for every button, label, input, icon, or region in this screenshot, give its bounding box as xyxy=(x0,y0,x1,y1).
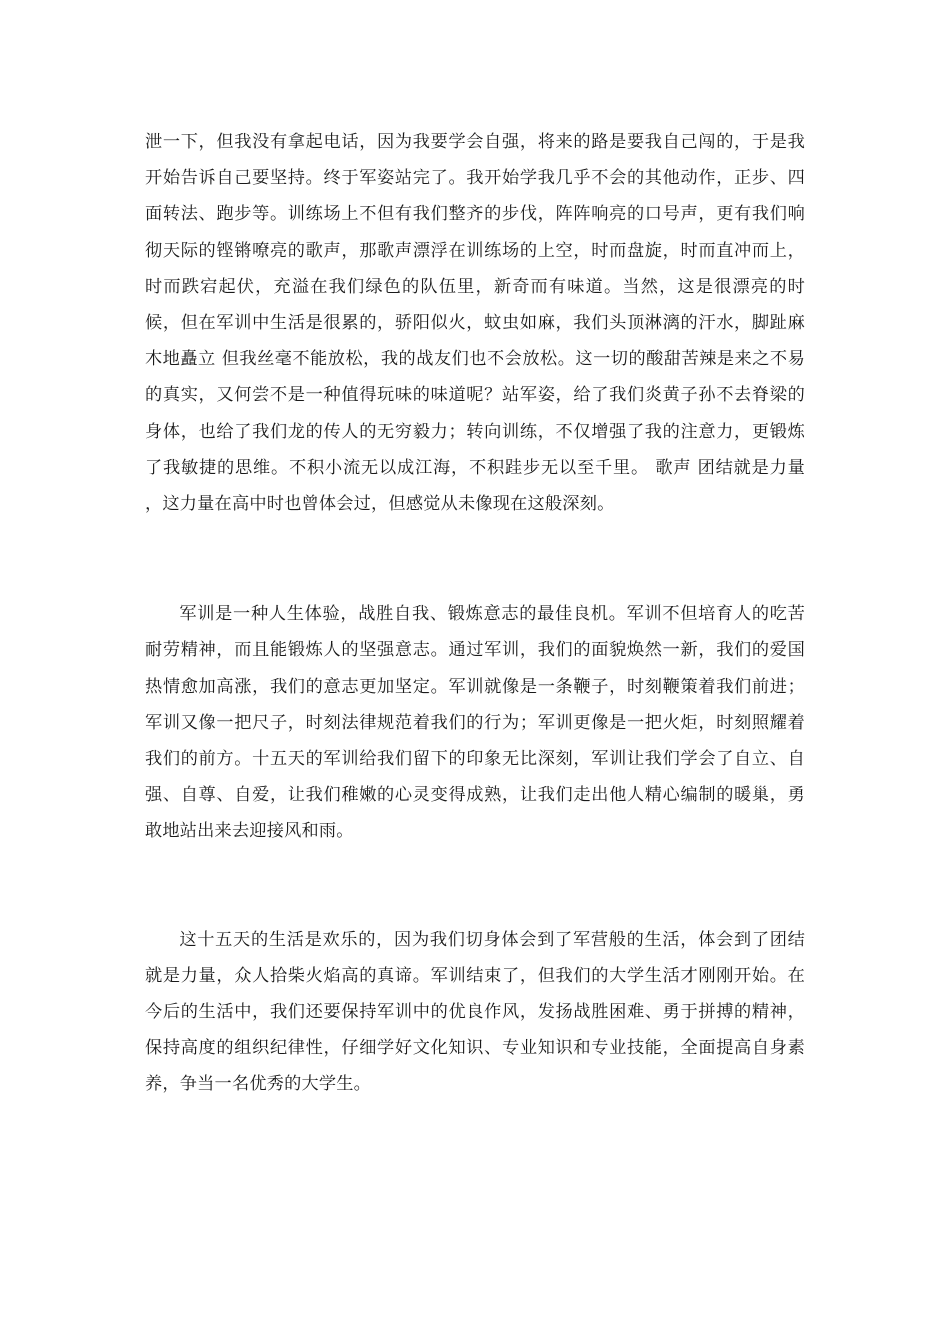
paragraph-3: 这十五天的生活是欢乐的，因为我们切身体会到了军营般的生活，体会到了团结就是力量，众人拾柴火焰高的真谛。军训结束了，但我们的大学生活才刚刚开始。在今后的生活中，我们还要保持军训中的优良作风，发扬战胜困难、勇于拼搏的精神，保持高度的组织纪律性，仔细学好文化知识、专业知识和专业技能，全面提高自身素养，争当一名优秀的大学生。 xyxy=(145,929,805,1095)
paragraph-2: 军训是一种人生体验，战胜自我、锻炼意志的最佳良机。军训不但培育人的吃苦耐劳精神，而且能锻炼人的坚强意志。通过军训，我们的面貌焕然一新，我们的爱国热情愈加高涨，我们的意志更加坚定。军训就像是一条鞭子，时刻鞭策着我们前进；军训又像一把尺子，时刻法律规范着我们的行为；军训更像是一把火炬，时刻照耀着我们的前方。十五天的军训给我们留下的印象无比深刻，军训让我们学会了自立、自强、自尊、自爱，让我们稚嫩的心灵变得成熟，让我们走出他人精心编制的暖巢，勇敢地站出来去迎接风和雨。 xyxy=(145,604,805,842)
document-body xyxy=(145,124,805,1103)
paragraph-1: 泄一下，但我没有拿起电话，因为我要学会自强，将来的路是要我自己闯的，于是我开始告诉自己要坚持。终于军姿站完了。我开始学我几乎不会的其他动作，正步、四面转法、跑步等。训练场上不但有我们整齐的步伐，阵阵响亮的口号声，更有我们响彻天际的铿锵嘹亮的歌声，那歌声漂浮在训练场的上空，时而盘旋，时而直冲而上，时而跌宕起伏，充溢在我们绿色的队伍里，新奇而有味道。当然，这是很漂亮的时候，但在军训中生活是很累的，骄阳似火，蚊虫如麻，我们头顶淋漓的汗水，脚趾麻木地矗立 但我丝毫不能放松，我的战友们也不会放松。这一切的酸甜苦辣是来之不易的真实，又何尝不是一种值得玩味的味道呢？站军姿，给了我们炎黄子孙不去脊梁的身体，也给了我们龙的传人的无穷毅力；转向训练，不仅增强了我的注意力，更锻炼了我敏捷的思维。不积小流无以成江海，不积跬步无以至千里。 歌声 团结就是力量 ，这力量在高中时也曾体会过，但感觉从未像现在这般深刻。 xyxy=(145,132,805,515)
